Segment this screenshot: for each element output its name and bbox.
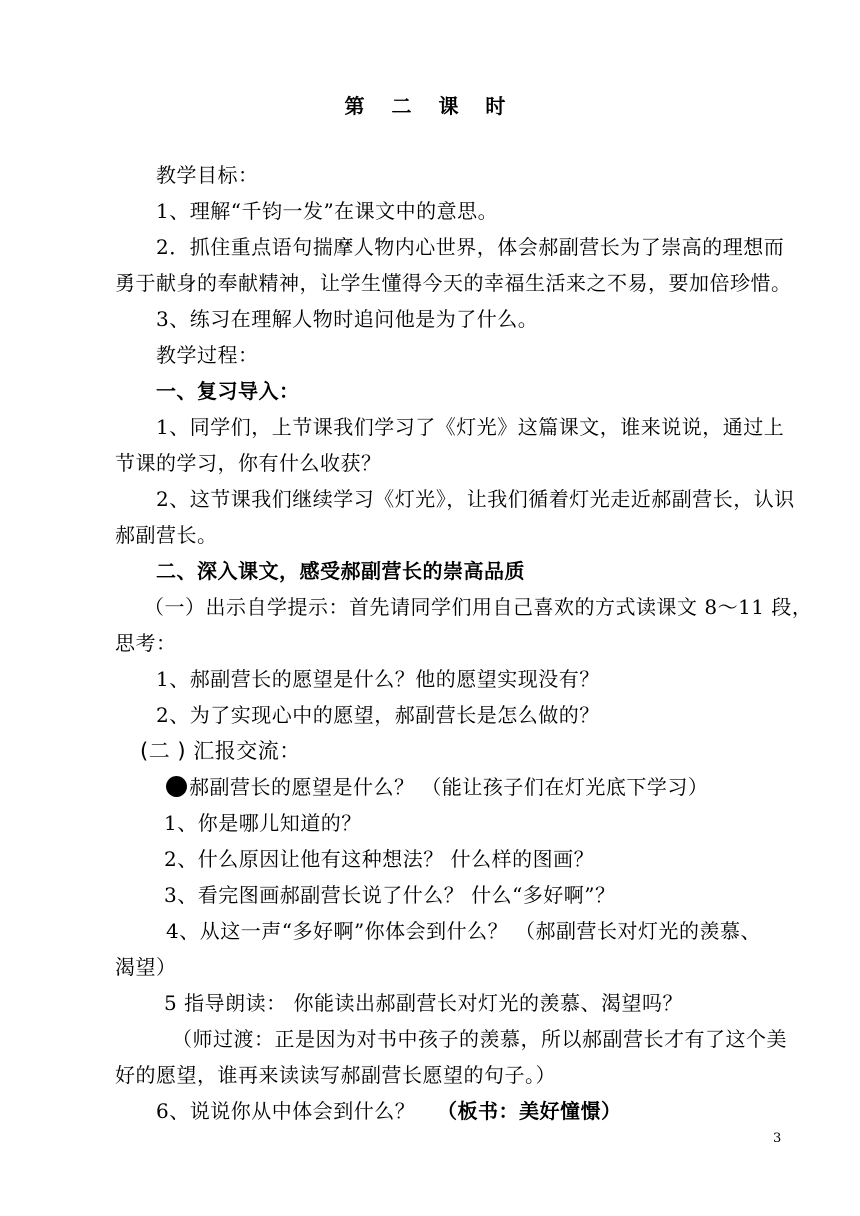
bullet-dot-icon: [166, 776, 187, 797]
review-2-line-1: 2、这节课我们继续学习《灯光》，让我们循着灯光走近郝副营长，认识: [156, 487, 795, 511]
bullet-wish-text: 郝副营长的愿望是什么？ （能让孩子们在灯光底下学习）: [189, 775, 709, 799]
discussion-3: 3、看完图画郝副营长说了什么？ 什么“多好啊”？: [164, 883, 616, 907]
discussion-1: 1、你是哪儿知道的？: [164, 811, 362, 835]
subheading-report: (二 ) 汇报交流：: [140, 739, 301, 763]
heading-review: 一、复习导入：: [156, 379, 300, 403]
objective-1: 1、理解“千钧一发”在课文中的意思。: [156, 199, 499, 223]
objective-2-line-2: 勇于献身的奉献精神，让学生懂得今天的幸福生活来之不易，要加倍珍惜。: [115, 271, 792, 295]
question-1: 1、郝副营长的愿望是什么？他的愿望实现没有？: [156, 667, 600, 691]
bullet-wish: [166, 775, 708, 799]
objective-3: 3、练习在理解人物时追问他是为了什么。: [156, 307, 539, 331]
page-title: 第 二 课 时: [344, 94, 516, 118]
discussion-4-line-2: 渴望）: [115, 955, 177, 979]
section-label-process: 教学过程：: [156, 343, 259, 367]
review-1-line-1: 1、同学们，上节课我们学习了《灯光》这篇课文，谁来说说，通过上: [156, 415, 785, 439]
discussion-4-line-1: 4、从这一声“多好啊”你体会到什么？ （郝副营长对灯光的羡慕、: [166, 919, 762, 943]
review-1-line-2: 节课的学习，你有什么收获？: [115, 451, 382, 475]
section-label-objectives: 教学目标：: [156, 163, 259, 187]
page-number: 3: [773, 1131, 782, 1146]
discussion-2: 2、什么原因让他有这种想法？ 什么样的图画？: [164, 847, 595, 871]
discussion-6: 6、说说你从中体会到什么？: [156, 1099, 416, 1123]
review-2-line-2: 郝副营长。: [115, 523, 218, 547]
teacher-transition-line-2: 好的愿望，谁再来读读写郝副营长愿望的句子。）: [115, 1063, 556, 1087]
question-2: 2、为了实现心中的愿望，郝副营长是怎么做的？: [156, 703, 600, 727]
heading-deep-reading: 二、深入课文，感受郝副营长的崇高品质: [156, 559, 525, 583]
discussion-5: 5 指导朗读： 你能读出郝副营长对灯光的羡慕、渴望吗？: [164, 991, 683, 1015]
objective-2-line-1: 2．抓住重点语句揣摩人物内心世界，体会郝副营长为了崇高的理想而: [156, 235, 785, 259]
self-study-prompt-line-2: 思考：: [115, 631, 177, 655]
blackboard-note: （板书：美好憧憬）: [437, 1099, 622, 1123]
teacher-transition-line-1: （师过渡：正是因为对书中孩子的羡慕，所以郝副营长才有了这个美: [172, 1027, 787, 1051]
self-study-prompt-line-1: （一）出示自学提示：首先请同学们用自己喜欢的方式读课文 8～11 段，: [144, 595, 813, 619]
